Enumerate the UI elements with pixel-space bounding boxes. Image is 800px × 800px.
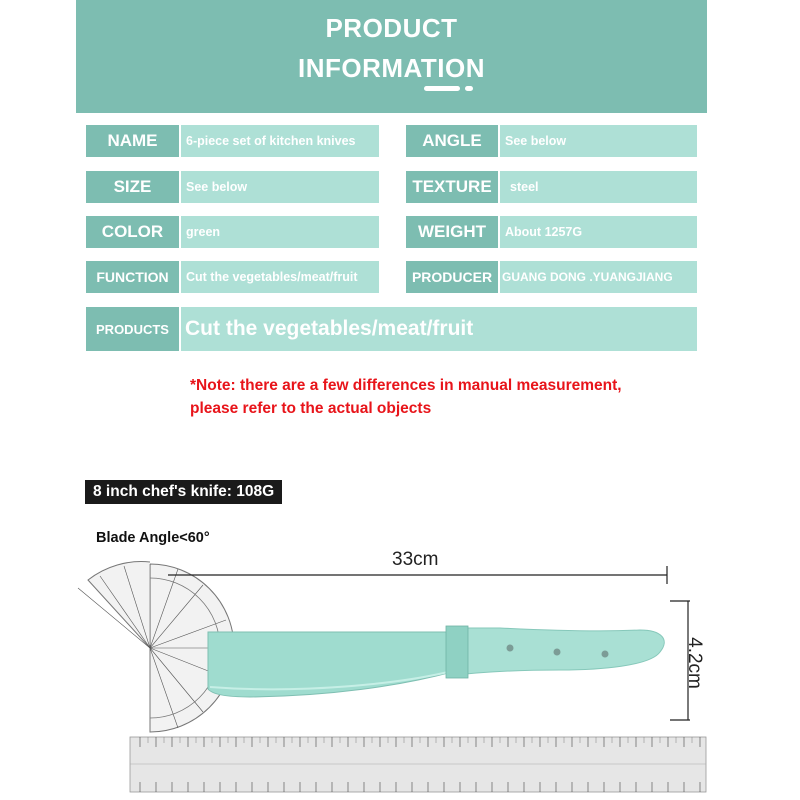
size-value: See below — [181, 171, 379, 203]
products-value: Cut the vegetables/meat/fruit — [181, 307, 697, 351]
measurement-note: *Note: there are a few differences in manual measurement, please refer to the actual objects — [190, 377, 622, 417]
size-label: SIZE — [86, 171, 179, 203]
producer-label: PRODUCER — [406, 261, 498, 293]
weight-label: WEIGHT — [406, 216, 498, 248]
texture-label: TEXTURE — [406, 171, 498, 203]
angle-value: See below — [500, 125, 697, 157]
weight-value: About 1257G — [500, 216, 697, 248]
function-label: FUNCTION — [86, 261, 179, 293]
angle-label: ANGLE — [406, 125, 498, 157]
producer-value: GUANG DONG .YUANGJIANG — [500, 261, 697, 293]
texture-value: steel — [500, 171, 697, 203]
products-label: PRODUCTS — [86, 307, 179, 351]
function-value: Cut the vegetables/meat/fruit — [181, 261, 379, 293]
header-title-line2: INFORMATION — [298, 53, 485, 83]
knife-length-label: 33cm — [392, 549, 439, 570]
blade-angle-label: Blade Angle<60° — [96, 530, 210, 546]
knife-width-label: 4.2cm — [684, 637, 705, 689]
header-title-line1: PRODUCT — [325, 13, 458, 43]
name-label: NAME — [86, 125, 179, 157]
chef-knife — [208, 626, 664, 697]
color-value: green — [181, 216, 379, 248]
name-value: 6-piece set of kitchen knives — [181, 125, 379, 157]
ruler — [130, 737, 706, 792]
knife-title: 8 inch chef's knife: 108G — [85, 480, 282, 504]
color-label: COLOR — [86, 216, 179, 248]
